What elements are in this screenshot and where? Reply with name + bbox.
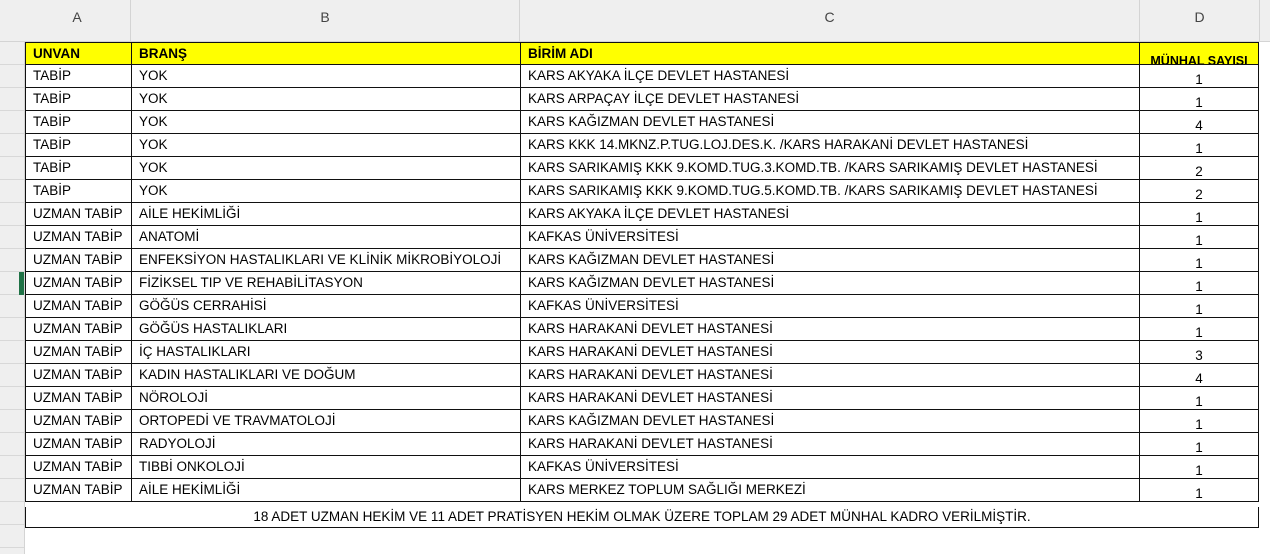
cell-birim-adi[interactable]: KARS HARAKANİ DEVLET HASTANESİ	[521, 364, 1140, 387]
cell-birim-adi[interactable]: KARS AKYAKA İLÇE DEVLET HASTANESİ	[521, 203, 1140, 226]
cell-brans[interactable]: NÖROLOJİ	[132, 387, 521, 410]
row-header-divider	[0, 110, 24, 111]
cell-brans[interactable]: YOK	[132, 180, 521, 203]
cell-unvan[interactable]: UZMAN TABİP	[25, 410, 132, 433]
cell-unvan[interactable]: UZMAN TABİP	[25, 295, 132, 318]
cell-birim-adi[interactable]: KAFKAS ÜNİVERSİTESİ	[521, 226, 1140, 249]
row-header-divider	[0, 547, 24, 548]
cell-unvan[interactable]: UZMAN TABİP	[25, 456, 132, 479]
cell-unvan[interactable]: UZMAN TABİP	[25, 249, 132, 272]
row-header-divider	[0, 87, 24, 88]
header-birim-adi[interactable]: BİRİM ADI	[521, 42, 1140, 65]
cell-munhal-sayisi[interactable]: 1	[1140, 272, 1259, 295]
cell-unvan[interactable]: UZMAN TABİP	[25, 479, 132, 502]
column-header-c[interactable]: C	[520, 0, 1140, 41]
cell-munhal-sayisi[interactable]: 1	[1140, 410, 1259, 433]
cell-brans[interactable]: YOK	[132, 88, 521, 111]
row-header-gutter[interactable]	[0, 42, 25, 554]
row-header-divider	[0, 386, 24, 387]
cell-brans[interactable]: GÖĞÜS HASTALIKLARI	[132, 318, 521, 341]
row-header-divider	[0, 202, 24, 203]
cell-munhal-sayisi[interactable]: 4	[1140, 111, 1259, 134]
cell-birim-adi[interactable]: KARS KAĞIZMAN DEVLET HASTANESİ	[521, 111, 1140, 134]
cell-unvan[interactable]: TABİP	[25, 134, 132, 157]
column-header-bar	[0, 0, 1270, 42]
cell-birim-adi[interactable]: KARS SARIKAMIŞ KKK 9.KOMD.TUG.3.KOMD.TB. /KARS SARIKAMIŞ DEVLET HASTANESİ	[521, 157, 1140, 180]
row-header-divider	[0, 133, 24, 134]
row-header-divider	[0, 179, 24, 180]
cell-munhal-sayisi[interactable]: 1	[1140, 65, 1259, 88]
row-header-divider	[0, 478, 24, 479]
cell-brans[interactable]: GÖĞÜS CERRAHİSİ	[132, 295, 521, 318]
column-header-b[interactable]: B	[131, 0, 520, 41]
cell-birim-adi[interactable]: KARS SARIKAMIŞ KKK 9.KOMD.TUG.5.KOMD.TB. /KARS SARIKAMIŞ DEVLET HASTANESİ	[521, 180, 1140, 203]
cell-birim-adi[interactable]: KARS KAĞIZMAN DEVLET HASTANESİ	[521, 272, 1140, 295]
cell-birim-adi[interactable]: KARS MERKEZ TOPLUM SAĞLIĞI MERKEZİ	[521, 479, 1140, 502]
cell-brans[interactable]: İÇ HASTALIKLARI	[132, 341, 521, 364]
cell-brans[interactable]: YOK	[132, 65, 521, 88]
row-header-divider	[0, 363, 24, 364]
cell-birim-adi[interactable]: KARS KKK 14.MKNZ.P.TUG.LOJ.DES.K. /KARS HARAKANİ DEVLET HASTANESİ	[521, 134, 1140, 157]
cell-birim-adi[interactable]: KAFKAS ÜNİVERSİTESİ	[521, 456, 1140, 479]
cell-brans[interactable]: KADIN HASTALIKLARI VE DOĞUM	[132, 364, 521, 387]
cell-unvan[interactable]: TABİP	[25, 111, 132, 134]
cell-munhal-sayisi[interactable]: 2	[1140, 180, 1259, 203]
cell-munhal-sayisi[interactable]: 1	[1140, 226, 1259, 249]
cell-brans[interactable]: ORTOPEDİ VE TRAVMATOLOJİ	[132, 410, 521, 433]
cell-unvan[interactable]: TABİP	[25, 180, 132, 203]
cell-brans[interactable]: TIBBİ ONKOLOJİ	[132, 456, 521, 479]
cell-birim-adi[interactable]: KARS KAĞIZMAN DEVLET HASTANESİ	[521, 410, 1140, 433]
cell-brans[interactable]: RADYOLOJİ	[132, 433, 521, 456]
cell-munhal-sayisi[interactable]: 1	[1140, 88, 1259, 111]
cell-unvan[interactable]: UZMAN TABİP	[25, 226, 132, 249]
cell-birim-adi[interactable]: KARS HARAKANİ DEVLET HASTANESİ	[521, 433, 1140, 456]
cell-unvan[interactable]: UZMAN TABİP	[25, 341, 132, 364]
cell-brans[interactable]: YOK	[132, 134, 521, 157]
cell-brans[interactable]: YOK	[132, 157, 521, 180]
cell-brans[interactable]: ENFEKSİYON HASTALIKLARI VE KLİNİK MİKROBİYOLOJİ	[132, 249, 521, 272]
cell-birim-adi[interactable]: KARS HARAKANİ DEVLET HASTANESİ	[521, 387, 1140, 410]
cell-brans[interactable]: AİLE HEKİMLİĞİ	[132, 479, 521, 502]
row-header-divider	[0, 524, 24, 525]
cell-birim-adi[interactable]: KARS HARAKANİ DEVLET HASTANESİ	[521, 318, 1140, 341]
cell-munhal-sayisi[interactable]: 4	[1140, 364, 1259, 387]
row-header-divider	[0, 317, 24, 318]
cell-unvan[interactable]: TABİP	[25, 65, 132, 88]
cell-munhal-sayisi[interactable]: 1	[1140, 387, 1259, 410]
cell-birim-adi[interactable]: KARS ARPAÇAY İLÇE DEVLET HASTANESİ	[521, 88, 1140, 111]
cell-unvan[interactable]: UZMAN TABİP	[25, 318, 132, 341]
cell-unvan[interactable]: UZMAN TABİP	[25, 387, 132, 410]
cell-munhal-sayisi[interactable]: 1	[1140, 134, 1259, 157]
cell-birim-adi[interactable]: KARS HARAKANİ DEVLET HASTANESİ	[521, 341, 1140, 364]
header-munhal-sayisi[interactable]: MÜNHAL SAYISI	[1140, 42, 1259, 65]
row-header-divider	[0, 432, 24, 433]
cell-munhal-sayisi[interactable]: 1	[1140, 249, 1259, 272]
row-header-divider	[0, 455, 24, 456]
cell-unvan[interactable]: TABİP	[25, 88, 132, 111]
selected-row-indicator	[19, 272, 24, 295]
summary-footer[interactable]: 18 ADET UZMAN HEKİM VE 11 ADET PRATİSYEN HEKİM OLMAK ÜZERE TOPLAM 29 ADET MÜNHAL KADRO VERİLMİŞTİR.	[25, 507, 1259, 528]
cell-munhal-sayisi[interactable]: 1	[1140, 433, 1259, 456]
row-header-divider	[0, 409, 24, 410]
row-header-divider	[0, 248, 24, 249]
cell-munhal-sayisi[interactable]: 2	[1140, 157, 1259, 180]
row-header-divider	[0, 340, 24, 341]
cell-birim-adi[interactable]: KARS AKYAKA İLÇE DEVLET HASTANESİ	[521, 65, 1140, 88]
cell-brans[interactable]: FİZİKSEL TIP VE REHABİLİTASYON	[132, 272, 521, 295]
row-header-divider	[0, 64, 24, 65]
cell-brans[interactable]: AİLE HEKİMLİĞİ	[132, 203, 521, 226]
cell-munhal-sayisi[interactable]: 1	[1140, 203, 1259, 226]
header-brans[interactable]: BRANŞ	[132, 42, 521, 65]
cell-munhal-sayisi[interactable]: 1	[1140, 318, 1259, 341]
cell-birim-adi[interactable]: KARS KAĞIZMAN DEVLET HASTANESİ	[521, 249, 1140, 272]
column-header-d[interactable]: D	[1140, 0, 1260, 41]
cell-unvan[interactable]: UZMAN TABİP	[25, 433, 132, 456]
cell-unvan[interactable]: UZMAN TABİP	[25, 364, 132, 387]
header-unvan[interactable]: UNVAN	[25, 42, 132, 65]
row-header-divider	[0, 225, 24, 226]
cell-munhal-sayisi[interactable]: 1	[1140, 456, 1259, 479]
cell-unvan[interactable]: TABİP	[25, 157, 132, 180]
cell-brans[interactable]: ANATOMİ	[132, 226, 521, 249]
cell-unvan[interactable]: UZMAN TABİP	[25, 203, 132, 226]
cell-munhal-sayisi[interactable]: 3	[1140, 341, 1259, 364]
cell-munhal-sayisi[interactable]: 1	[1140, 295, 1259, 318]
column-header-a[interactable]: A	[24, 0, 131, 41]
row-header-divider	[0, 501, 24, 502]
cell-birim-adi[interactable]: KAFKAS ÜNİVERSİTESİ	[521, 295, 1140, 318]
cell-brans[interactable]: YOK	[132, 111, 521, 134]
cell-munhal-sayisi[interactable]: 1	[1140, 479, 1259, 502]
row-header-divider	[0, 156, 24, 157]
cell-unvan[interactable]: UZMAN TABİP	[25, 272, 132, 295]
